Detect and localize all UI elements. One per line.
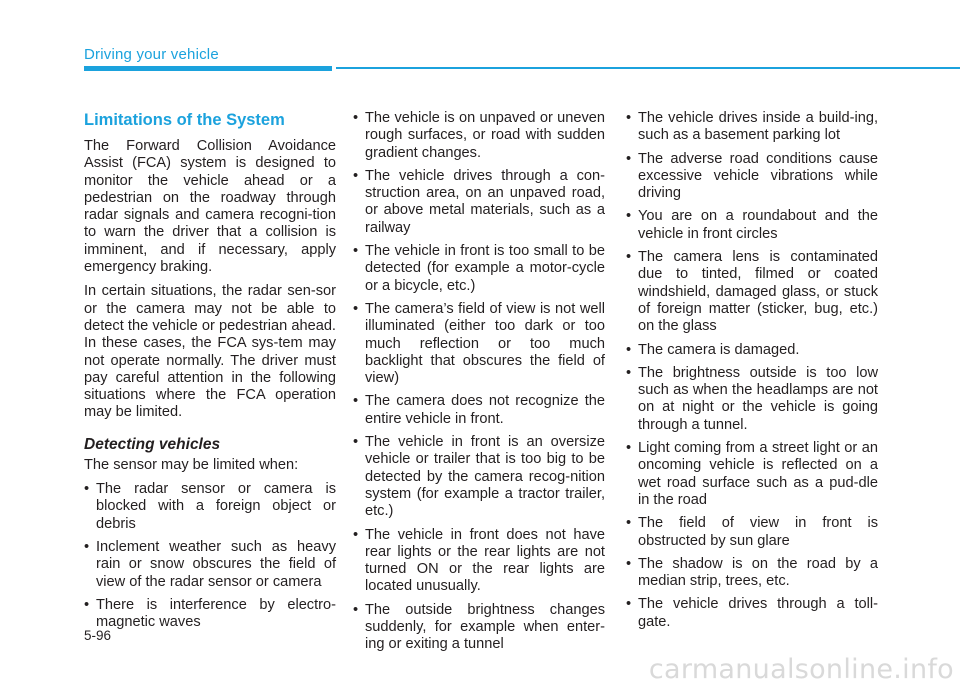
bullet-list [626, 110, 878, 631]
column-2 [353, 110, 605, 660]
list-item: • The outside brightness changes suddenly, for example when enter-ing or exiting a tunnel [353, 602, 605, 654]
paragraph: In certain situations, the radar sen-sor or the camera may not be able to detect the vehicle or pedestrian ahead. In these cases, the FCA sys-tem may not operate normally. The driver must pay careful attention in the following situations where the FCA operation may be limited. [84, 283, 336, 421]
intro-text: The sensor may be limited when: [84, 456, 299, 473]
list-item: • The radar sensor or camera is blocked with a foreign object or debris [84, 481, 336, 533]
list-item: • The field of view in front is obstructed by sun glare [626, 515, 878, 550]
header-rule-thin [336, 67, 960, 69]
list-item: • The vehicle is on unpaved or uneven rough surfaces, or road with sudden gradient changes. [353, 110, 605, 162]
list-item: • The adverse road conditions cause excessive vehicle vibrations while driving [626, 151, 878, 203]
paragraph: The Forward Collision Avoidance Assist (FCA) system is designed to monitor the vehicle ahead or a pedestrian on the roadway through radar signals and camera recogni-tion to warn the driver that a collision is imminent, and if necessary, apply emergency braking. [84, 138, 336, 276]
bullet-list [84, 481, 336, 631]
list-item: • The vehicle drives through a con-struction area, on an unpaved road, or above metal materials, such as a railway [353, 168, 605, 237]
list-item: • The camera lens is contaminated due to tinted, filmed or coated windshield, damaged glass, or stuck of foreign matter (sticker, bug, etc.) on the glass [626, 249, 878, 335]
list-item: • The vehicle in front does not have rear lights or the rear lights are not turned ON or the rear lights are located unusually. [353, 527, 605, 596]
list-item: • Light coming from a street light or an oncoming vehicle is reflected on a wet road surface such as a pud-dle in the road [626, 440, 878, 509]
bullet-list [353, 110, 605, 654]
list-item: • The camera’s field of view is not well illuminated (either too dark or too much reflection or too much backlight that obscures the field of view) [353, 301, 605, 387]
list-item: • You are on a roundabout and the vehicle in front circles [626, 208, 878, 243]
list-item: • The vehicle in front is too small to be detected (for example a motor-cycle or a bicycle, etc.) [353, 243, 605, 295]
subheading: Detecting vehicles [84, 435, 221, 453]
list-item: • The vehicle drives through a toll-gate. [626, 596, 878, 631]
list-item: • The brightness outside is too low such as when the headlamps are not on at night or the vehicle is going through a tunnel. [626, 365, 878, 434]
list-item: • The camera does not recognize the entire vehicle in front. [353, 393, 605, 428]
list-item: • The vehicle in front is an oversize vehicle or trailer that is too big to be detected by the camera recog-nition system (for example a tractor trailer, etc.) [353, 434, 605, 520]
list-item: • The vehicle drives inside a build-ing, such as a basement parking lot [626, 110, 878, 145]
section-title: Driving your vehicle [84, 46, 219, 63]
watermark: carmanualsonline.info [648, 654, 954, 685]
column-1 [84, 110, 336, 637]
section-heading: Limitations of the System [84, 111, 285, 129]
list-item: • There is interference by electro-magnetic waves [84, 597, 336, 632]
header-rule-thick [84, 66, 332, 71]
list-item: • Inclement weather such as heavy rain or snow obscures the field of view of the radar sensor or camera [84, 539, 336, 591]
list-item: • The shadow is on the road by a median strip, trees, etc. [626, 556, 878, 591]
column-3 [626, 110, 878, 637]
page-number: 5-96 [84, 628, 112, 643]
list-item: • The camera is damaged. [626, 342, 878, 359]
